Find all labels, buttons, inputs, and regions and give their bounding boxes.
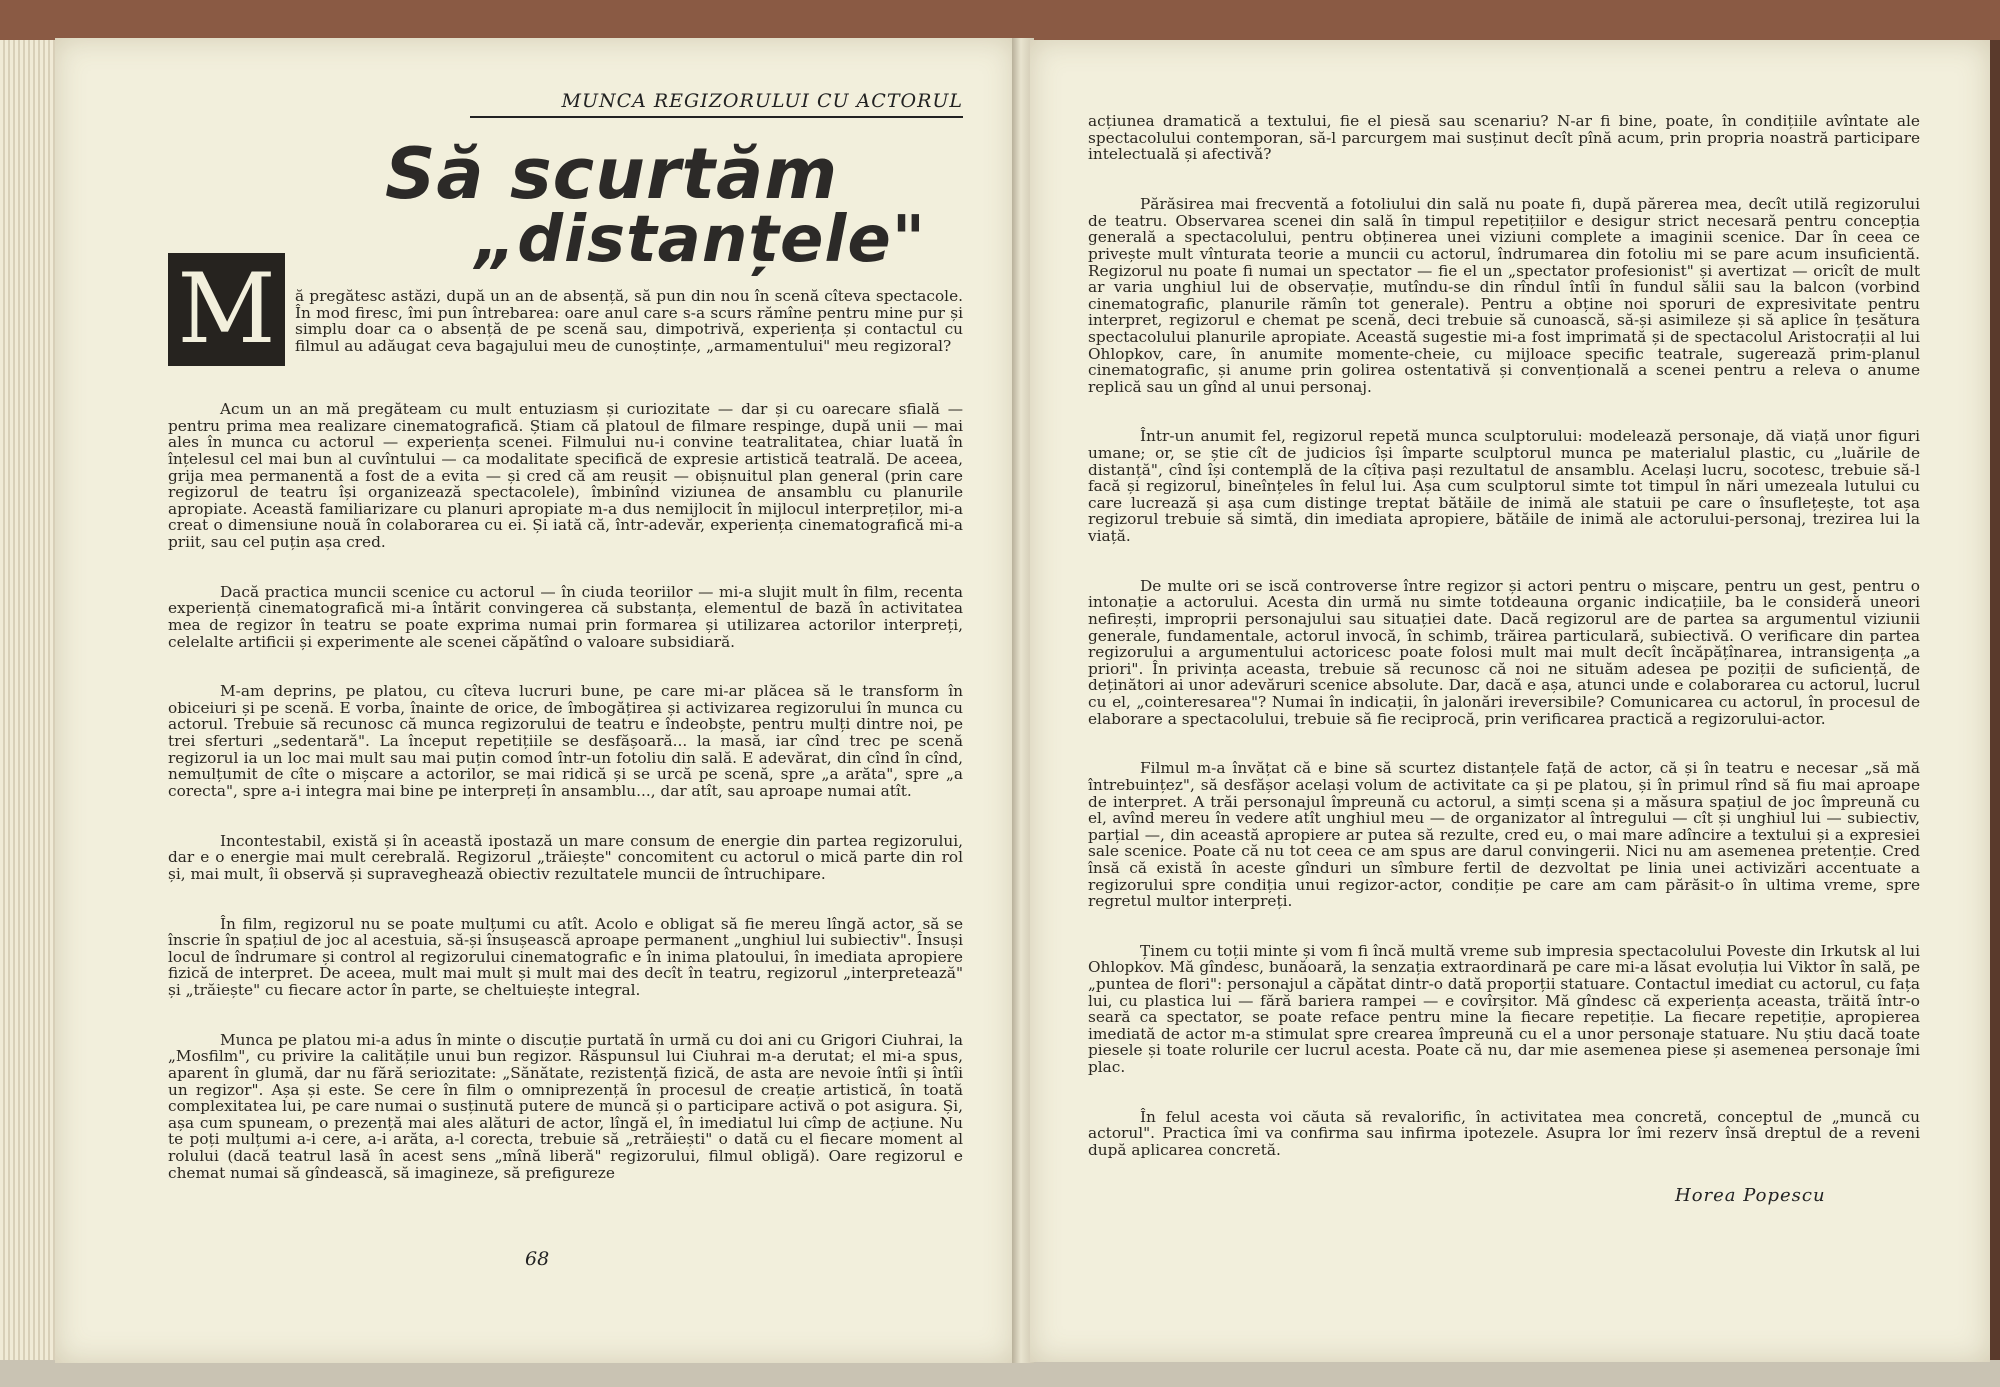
backdrop-top: [0, 0, 2000, 40]
paragraph: Filmul m-a învățat că e bine să scurtez distanțele față de actor, că și în teatru e necesar „să mă întrebuințez", să desfășor același volum de activitate ca și pe platou, și în primul rînd să fiu mai aproape de interpret. A trăi personajul împreună cu actorul, a simți scena și a măsura spațiul de joc împreună cu el, avînd mereu în vedere atît unghiul meu — de organizator al întregului — cît și unghiul lui — subiectiv, parțial —, din această apropiere ar putea să rezulte, cred eu, o mai mare adîncire a textului și a expresiei sale scenice. Poate că nu tot ceea ce am spus are darul convingerii. Nici nu am asemenea pretenție. Cred însă că există în aceste gînduri un sîmbure fertil de dezvoltat pe linia unei activizări accentuate a regizorului spre condiția unui regizor-actor, condiție pe care am cam părăsit-o în ultima vreme, spre regretul multor interpreți.: [1088, 759, 1925, 911]
right-page: [1030, 40, 1990, 1362]
running-head: MUNCA REGIZORULUI CU ACTORUL: [470, 90, 963, 118]
paragraph: M-am deprins, pe platou, cu cîteva lucruri bune, pe care mi-ar plăcea să le transform în obiceiuri și pe scenă. E vorba, înainte de orice, de îmbogățirea și activizarea regizorului în munca cu actorul. Trebuie să recunosc că munca regizorului de teatru e îndeobște, pentru mulți dintre noi, pe trei sferturi „sedentară". La început repetițiile se desfășoară... la masă, iar cînd trec pe scenă regizorul ia un loc mai mult sau mai puțin comod într-un fotoliu din sală. E adevărat, din cînd în cînd, nemulțumit de cîte o mișcare a actorilor, se mai ridică și se urcă pe scenă, spre „a arăta", spre „a corecta", spre a-i integra mai bine pe interpreți în ansamblu..., dar atît, sau aproape numai atît.: [168, 682, 968, 800]
paragraph: Acum un an mă pregăteam cu mult entuziasm și curiozitate — dar și cu oarecare sfială — pentru prima mea realizare cinematografică. Știam că platoul de filmare respinge, după unii — mai ales în munca cu actorul — experiența scenei. Filmului nu-i convine teatralitatea, chiar luată în înțelesul cel mai bun al cuvîntului — ca modalitate specifică de expresie artistică teatrală. De aceea, grija mea permanentă a fost de a evita — și cred că am reușit — obișnuitul plan general (prin care regizorul de teatru își organizează spectacolele), îmbinînd viziunea de ansamblu cu planurile apropiate. Această familiarizare cu planuri apropiate m-a dus nemijlocit în mijlocul interpreților, mi-a creat o dimensiune nouă în colaborarea cu ei. Și iată că, într-adevăr, experiența cinematografică mi-a priit, sau cel puțin așa cred.: [168, 400, 968, 551]
paragraph: Dacă practica muncii scenice cu actorul — în ciuda teoriilor — mi-a slujit mult în film, recenta experiență cinematografică mi-a întărit convingerea că substanța, elementul de bază în activitatea mea de regizor în teatru se poate exprima numai prin formarea și utilizarea actorilor interpreți, celelalte artificii și experimente ale scenei căpătînd o valoare subsidiară.: [168, 582, 968, 651]
article-title-line2: „distanțele": [475, 203, 927, 277]
paragraph: Părăsirea mai frecventă a fotoliului din sală nu poate fi, după părerea mea, decît utilă regizorului de teatru. Observarea scenei din sală în timpul repetițiilor e desigur strict necesară pentru concepția generală a spectacolului, pentru obținerea unei viziuni complete a imaginii scenice. Dar în ceea ce privește mult vînturata teorie a muncii cu actorul, îndrumarea din fotoliu mi se pare acum insuficientă. Regizorul nu poate fi numai un spectator — fie el un „spectator profesionist" și avertizat — oricît de mult ar varia unghiul lui de observație, mutîndu-se din rîndul întîi în fundul sălii sau la balcon (vorbind cinematografic, planurile rămîn tot generale). Pentru a obține noi sporuri de expresivitate pentru interpret, regizorul e chemat pe scenă, deci trebuie să cunoască, să-și asimileze și să aplice în țesătura spectacolului planurile apropiate. Această sugestie mi-a fost imprimată și de spectacolul Aristocrații al lui Ohlopkov, care, în anumite momente-cheie, cu mijloace specific teatrale, sugerează prim-planul cinematografic, și anume prin golirea ostentativă și convențională a scenei pentru a releva o anume replică sau un gînd al unui personaj.: [1088, 195, 1925, 396]
backdrop-bottom: [0, 1360, 2000, 1387]
page-number: 68: [525, 1248, 550, 1270]
right-body-text: [1088, 80, 1925, 1192]
paragraph: Munca pe platou mi-a adus în minte o discuție purtată în urmă cu doi ani cu Grigori Ciuhrai, la „Mosfilm", cu privire la calitățile unui bun regizor. Răspunsul lui Ciuhrai m-a derutat; el mi-a spus, aparent în glumă, dar nu fără seriozitate: „Sănătate, rezistență fizică, de asta are nevoie întîi și întîi un regizor". Așa și este. Se cere în film o omniprezență în procesul de creație artistică, în toată complexitatea lui, pe care numai o susținută putere de muncă și o participare activă o pot asigura. Și, așa cum spuneam, o prezență mai ales alături de actor, lîngă el, în imediatul lui cîmp de acțiune. Nu te poți mulțumi a-i cere, a-i arăta, a-l corecta, trebuie să „retrăiești" o dată cu el fiecare moment al rolului (dacă teatrul lasă în acest sens „mînă liberă" regizorului, filmul obligă). Oare regizorul e chemat numai să gîndească, să imagineze, să prefigureze: [168, 1030, 968, 1182]
drop-cap: M: [168, 253, 285, 366]
left-page: [55, 38, 1015, 1363]
paragraph: De multe ori se iscă controverse între regizor și actori pentru o mișcare, pentru un gest, pentru o intonație a actorului. Acesta din urmă nu simte totdeauna organic indicațiile, ba le consideră uneori nefirești, improprii personajului sau situației date. Dacă regizorul are de partea sa argumentul viziunii generale, fundamentale, actorul invocă, în schimb, trăirea particulară, subiectivă. O verificare din partea regizorului a argumentului actoricesc poate folosi mult mai mult decît încăpățînarea, intransigența „a priori". În privința aceasta, trebuie să recunosc că noi ne situăm adesea pe poziții de suficiență, de deținători ai unor adevăruri scenice absolute. Dar, dacă e așa, atunci unde e colaborarea cu actorul, lucrul cu el, „cointeresarea"? Numai în indicații, în jalonări ireversibile? Comunicarea cu actorul, în procesul de elaborare a spectacolului, trebuie să fie reciprocă, prin verificarea practică a regizorului-actor.: [1088, 576, 1925, 728]
paragraph: Ținem cu toții minte și vom fi încă multă vreme sub impresia spectacolului Poveste din Irkutsk al lui Ohlopkov. Mă gîndesc, bunăoară, la senzația extraordinară pe care mi-a lăsat evoluția lui Viktor în sală, pe „puntea de flori": personajul a căpătat dintr-o dată proporții statuare. Contactul imediat cu actorul, cu fața lui, cu plastica lui — fără bariera rampei — e covîrșitor. Mă gîndesc că experiența aceasta, trăită într-o seară ca spectator, se poate reface pentru mine la fiecare repetiție. La fiecare repetiție, apropierea imediată de actor m-a stimulat spre crearea împreună cu el a unor personaje statuare. Nu știu dacă toate piesele și toate rolurile cer lucrul acesta. Poate că nu, dar mie asemenea piese și asemenea personaje îmi plac.: [1088, 941, 1925, 1077]
paragraph: În film, regizorul nu se poate mulțumi cu atît. Acolo e obligat să fie mereu lîngă actor, să se înscrie în spațiul de joc al acestuia, să-și însușească aproape permanent „unghiul lui subiectiv". Însuși locul de îndrumare și control al regizorului cinematografic e în inima platoului, în imediata apropiere fizică de interpret. De aceea, mult mai mult și mult mai des decît în teatru, regizorul „interpretează" și „trăiește" cu fiecare actor în parte, se cheltuiește integral.: [168, 914, 968, 999]
paragraph: Într-un anumit fel, regizorul repetă munca sculptorului: modelează personaje, dă viață unor figuri umane; or, se știe cît de judicios își împarte sculptorul munca pe materialul plastic, cu „luările de distanță", cînd își contemplă de la cîțiva pași rezultatul de ansamblu. Același lucru, socotesc, trebuie să-l facă și regizorul, bineînțeles în felul lui. Așa cum sculptorul simte tot timpul în nări umezeala lutului cu care lucrează și așa cum distinge treptat bătăile de inimă ale statuii pe care o însuflețește, tot așa regizorul trebuie să simtă, din imediata apropiere, bătăile de inimă ale actorului-personaj, trezirea lui la viață.: [1088, 427, 1925, 546]
author-signature: Horea Popescu: [1675, 1185, 1826, 1206]
paragraph: În felul acesta voi căuta să revalorific, în activitatea mea concretă, conceptul de „muncă cu actorul". Practica îmi va confirma sau infirma ipotezele. Asupra lor îmi rezerv însă dreptul de a reveni după aplicarea concretă.: [1088, 1107, 1925, 1159]
article-title-line1: Să scurtăm: [385, 133, 839, 215]
page-edges: [0, 40, 58, 1360]
paragraph: Incontestabil, există și în această ipostază un mare consum de energie din partea regizorului, dar e o energie mai mult cerebrală. Regizorul „trăiește" concomitent cu actorul o mică parte din rol și, mai mult, îi observă și supraveghează obiectiv rezultatele muncii de întruchipare.: [168, 831, 968, 883]
left-body-text: [168, 368, 968, 1214]
opening-paragraph: ă pregătesc astăzi, după un an de absență, să pun din nou în scenă cîteva spectacole. În mod firesc, îmi pun întrebarea: oare anul care s-a scurs rămîne pentru mine pur și simplu doar ca o absență de pe scenă sau, dimpotrivă, experiența și contactul cu filmul au adăugat ceva bagajului meu de cunoștințe, „armamentului" meu regizoral?: [295, 287, 968, 355]
paragraph: acțiunea dramatică a textului, fie el piesă sau scenariu? N-ar fi bine, poate, în condițiile avîntate ale spectacolului contemporan, să-l parcurgem mai susținut decît pînă acum, prin propria noastră participare intelectuală și afectivă?: [1088, 112, 1925, 164]
